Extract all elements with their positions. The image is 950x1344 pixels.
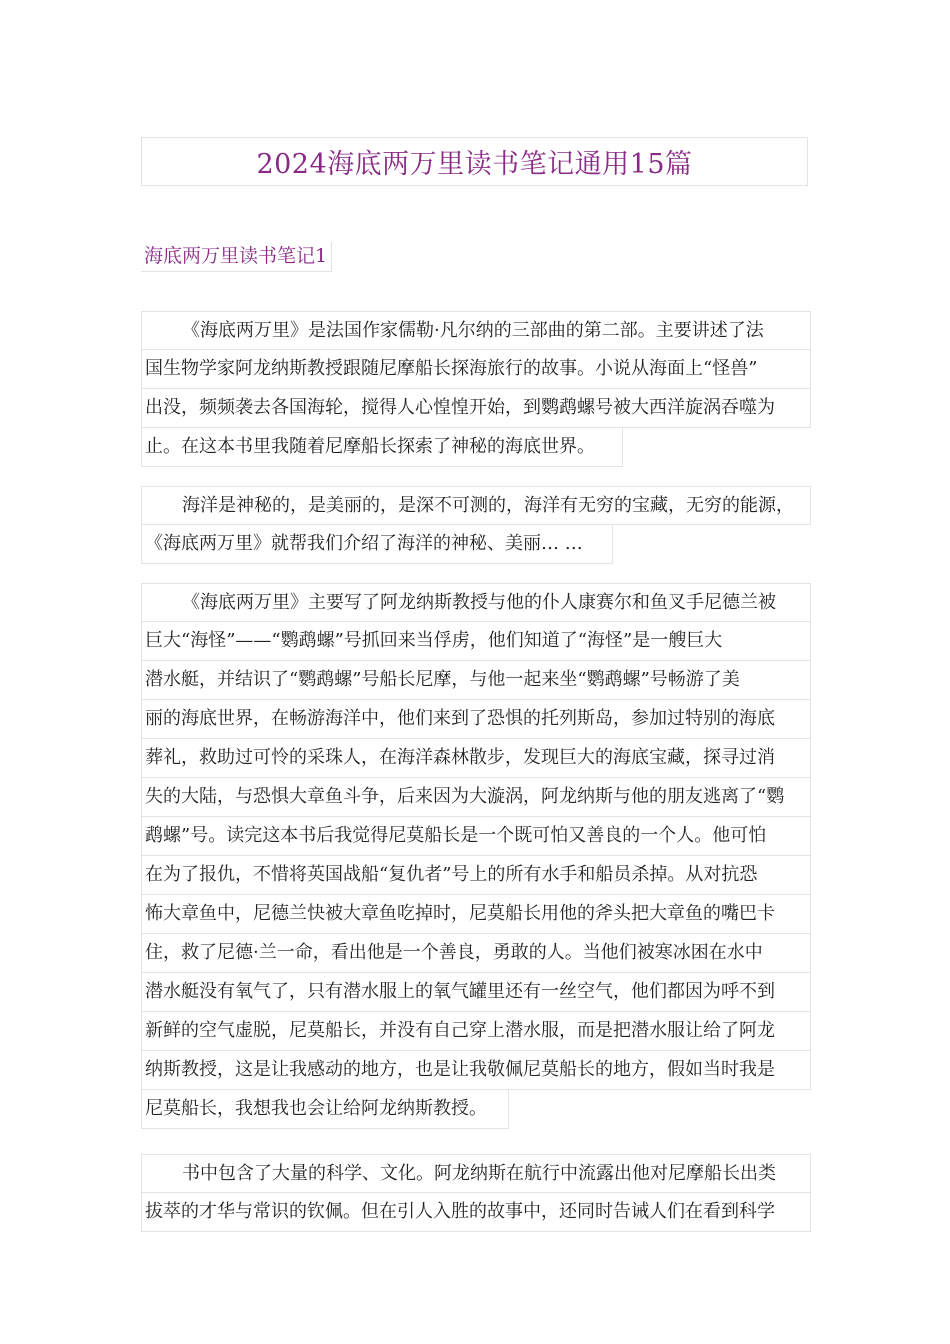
paragraph-1 bbox=[141, 311, 811, 467]
paragraph-line: 新鲜的空气虚脱，尼莫船长，并没有自己穿上潜水服，而是把潜水服让给了阿龙 bbox=[141, 1012, 811, 1051]
paragraph-line: 潜水艇，并结识了“鹦鹉螺”号船长尼摩，与他一起来坐“鹦鹉螺”号畅游了美 bbox=[141, 661, 811, 700]
paragraph-2 bbox=[141, 486, 811, 564]
paragraph-line: 潜水艇没有氧气了，只有潜水服上的氧气罐里还有一丝空气，他们都因为呼不到 bbox=[141, 973, 811, 1012]
paragraph-line: 巨大“海怪”——“鹦鹉螺”号抓回来当俘虏，他们知道了“海怪”是一艘巨大 bbox=[141, 622, 811, 661]
section-heading: 海底两万里读书笔记1 bbox=[141, 242, 332, 272]
paragraph-line: 鹉螺”号。读完这本书后我觉得尼莫船长是一个既可怕又善良的一个人。他可怕 bbox=[141, 817, 811, 856]
paragraph-4 bbox=[141, 1154, 811, 1232]
paragraph-line: 在为了报仇，不惜将英国战船“复仇者”号上的所有水手和船员杀掉。从对抗恐 bbox=[141, 856, 811, 895]
paragraph-line: 纳斯教授，这是让我感动的地方，也是让我敬佩尼莫船长的地方，假如当时我是 bbox=[141, 1051, 811, 1090]
paragraph-line: 丽的海底世界，在畅游海洋中，他们来到了恐惧的托列斯岛，参加过特别的海底 bbox=[141, 700, 811, 739]
paragraph-line: 尼莫船长，我想我也会让给阿龙纳斯教授。 bbox=[141, 1090, 509, 1129]
title-box bbox=[141, 137, 808, 186]
paragraph-line: 拔萃的才华与常识的钦佩。但在引人入胜的故事中，还同时告诫人们在看到科学 bbox=[141, 1193, 811, 1232]
paragraph-line: 《海底两万里》是法国作家儒勒·凡尔纳的三部曲的第二部。主要讲述了法 bbox=[141, 311, 811, 350]
paragraph-line: 《海底两万里》主要写了阿龙纳斯教授与他的仆人康赛尔和鱼叉手尼德兰被 bbox=[141, 583, 811, 622]
paragraph-3 bbox=[141, 583, 811, 1129]
paragraph-line: 葬礼，救助过可怜的采珠人，在海洋森林散步，发现巨大的海底宝藏，探寻过消 bbox=[141, 739, 811, 778]
paragraph-line: 怖大章鱼中，尼德兰快被大章鱼吃掉时，尼莫船长用他的斧头把大章鱼的嘴巴卡 bbox=[141, 895, 811, 934]
paragraph-line: 止。在这本书里我随着尼摩船长探索了神秘的海底世界。 bbox=[141, 428, 623, 467]
paragraph-line: 出没，频频袭去各国海轮，搅得人心惶惶开始，到鹦鹉螺号被大西洋旋涡吞噬为 bbox=[141, 389, 811, 428]
paragraph-line: 失的大陆，与恐惧大章鱼斗争，后来因为大漩涡，阿龙纳斯与他的朋友逃离了“鹦 bbox=[141, 778, 811, 817]
paragraph-line: 书中包含了大量的科学、文化。阿龙纳斯在航行中流露出他对尼摩船长出类 bbox=[141, 1154, 811, 1193]
paragraph-line: 《海底两万里》就帮我们介绍了海洋的神秘、美丽… … bbox=[141, 525, 613, 564]
paragraph-line: 国生物学家阿龙纳斯教授跟随尼摩船长探海旅行的故事。小说从海面上“怪兽” bbox=[141, 350, 811, 389]
paragraph-line: 海洋是神秘的，是美丽的，是深不可测的，海洋有无穷的宝藏，无穷的能源， bbox=[141, 486, 811, 525]
document-title: 2024海底两万里读书笔记通用15篇 bbox=[256, 149, 693, 180]
paragraph-line: 住，救了尼德·兰一命，看出他是一个善良，勇敢的人。当他们被寒冰困在水中 bbox=[141, 934, 811, 973]
